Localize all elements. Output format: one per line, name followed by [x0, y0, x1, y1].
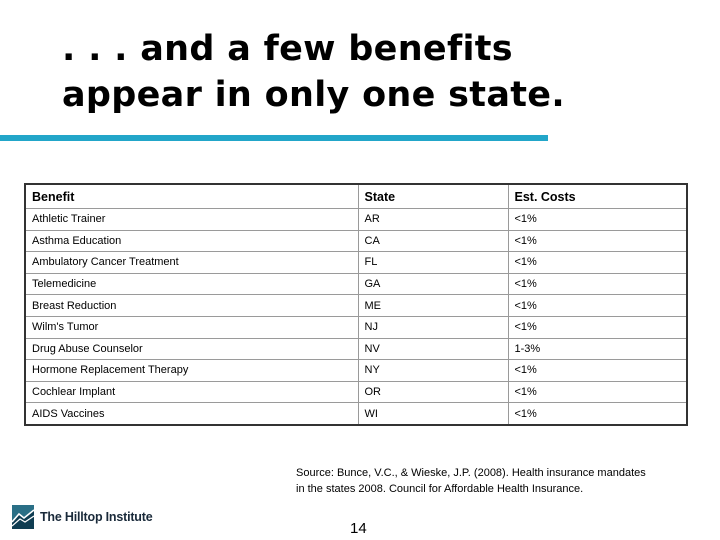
cell-cost: <1% — [508, 295, 687, 317]
cell-state: NV — [358, 338, 508, 360]
cell-benefit: Telemedicine — [25, 273, 358, 295]
page-number: 14 — [350, 520, 367, 537]
table-header-row — [25, 184, 687, 209]
header-est-costs: Est. Costs — [508, 184, 687, 209]
cell-benefit: Hormone Replacement Therapy — [25, 360, 358, 382]
cell-state: CA — [358, 230, 508, 252]
cell-benefit: Wilm's Tumor — [25, 316, 358, 338]
benefits-table — [24, 183, 688, 426]
cell-cost: <1% — [508, 360, 687, 382]
table-row — [25, 381, 687, 403]
cell-cost: <1% — [508, 230, 687, 252]
cell-cost: <1% — [508, 381, 687, 403]
cell-state: NJ — [358, 316, 508, 338]
cell-benefit: AIDS Vaccines — [25, 403, 358, 425]
cell-state: NY — [358, 360, 508, 382]
cell-state: GA — [358, 273, 508, 295]
cell-benefit: Drug Abuse Counselor — [25, 338, 358, 360]
cell-state: FL — [358, 252, 508, 274]
source-line-1: Source: Bunce, V.C., & Wieske, J.P. (2008). Health insurance mandates — [296, 467, 646, 479]
cell-cost: 1-3% — [508, 338, 687, 360]
cell-benefit: Cochlear Implant — [25, 381, 358, 403]
slide-title-line-2: appear in only one state. — [62, 75, 565, 115]
cell-benefit: Ambulatory Cancer Treatment — [25, 252, 358, 274]
cell-cost: <1% — [508, 252, 687, 274]
logo-text: The Hilltop Institute — [40, 510, 153, 524]
source-line-2: in the states 2008. Council for Affordable Health Insurance. — [296, 483, 584, 495]
cell-cost: <1% — [508, 209, 687, 231]
slide-title-line-1: . . . and a few benefits — [62, 29, 513, 69]
table-row — [25, 230, 687, 252]
table-row — [25, 360, 687, 382]
cell-state: ME — [358, 295, 508, 317]
source-citation — [296, 465, 696, 497]
slide-title — [62, 26, 565, 118]
cell-benefit: Athletic Trainer — [25, 209, 358, 231]
cell-benefit: Breast Reduction — [25, 295, 358, 317]
cell-cost: <1% — [508, 316, 687, 338]
hilltop-logo-icon — [12, 505, 34, 529]
header-benefit: Benefit — [25, 184, 358, 209]
header-state: State — [358, 184, 508, 209]
table-row — [25, 209, 687, 231]
cell-benefit: Asthma Education — [25, 230, 358, 252]
table-row — [25, 403, 687, 425]
table-row — [25, 338, 687, 360]
table-row — [25, 273, 687, 295]
cell-state: OR — [358, 381, 508, 403]
cell-state: AR — [358, 209, 508, 231]
cell-cost: <1% — [508, 403, 687, 425]
cell-state: WI — [358, 403, 508, 425]
table-row — [25, 252, 687, 274]
title-underline — [0, 135, 548, 141]
table-row — [25, 316, 687, 338]
table-row — [25, 295, 687, 317]
cell-cost: <1% — [508, 273, 687, 295]
